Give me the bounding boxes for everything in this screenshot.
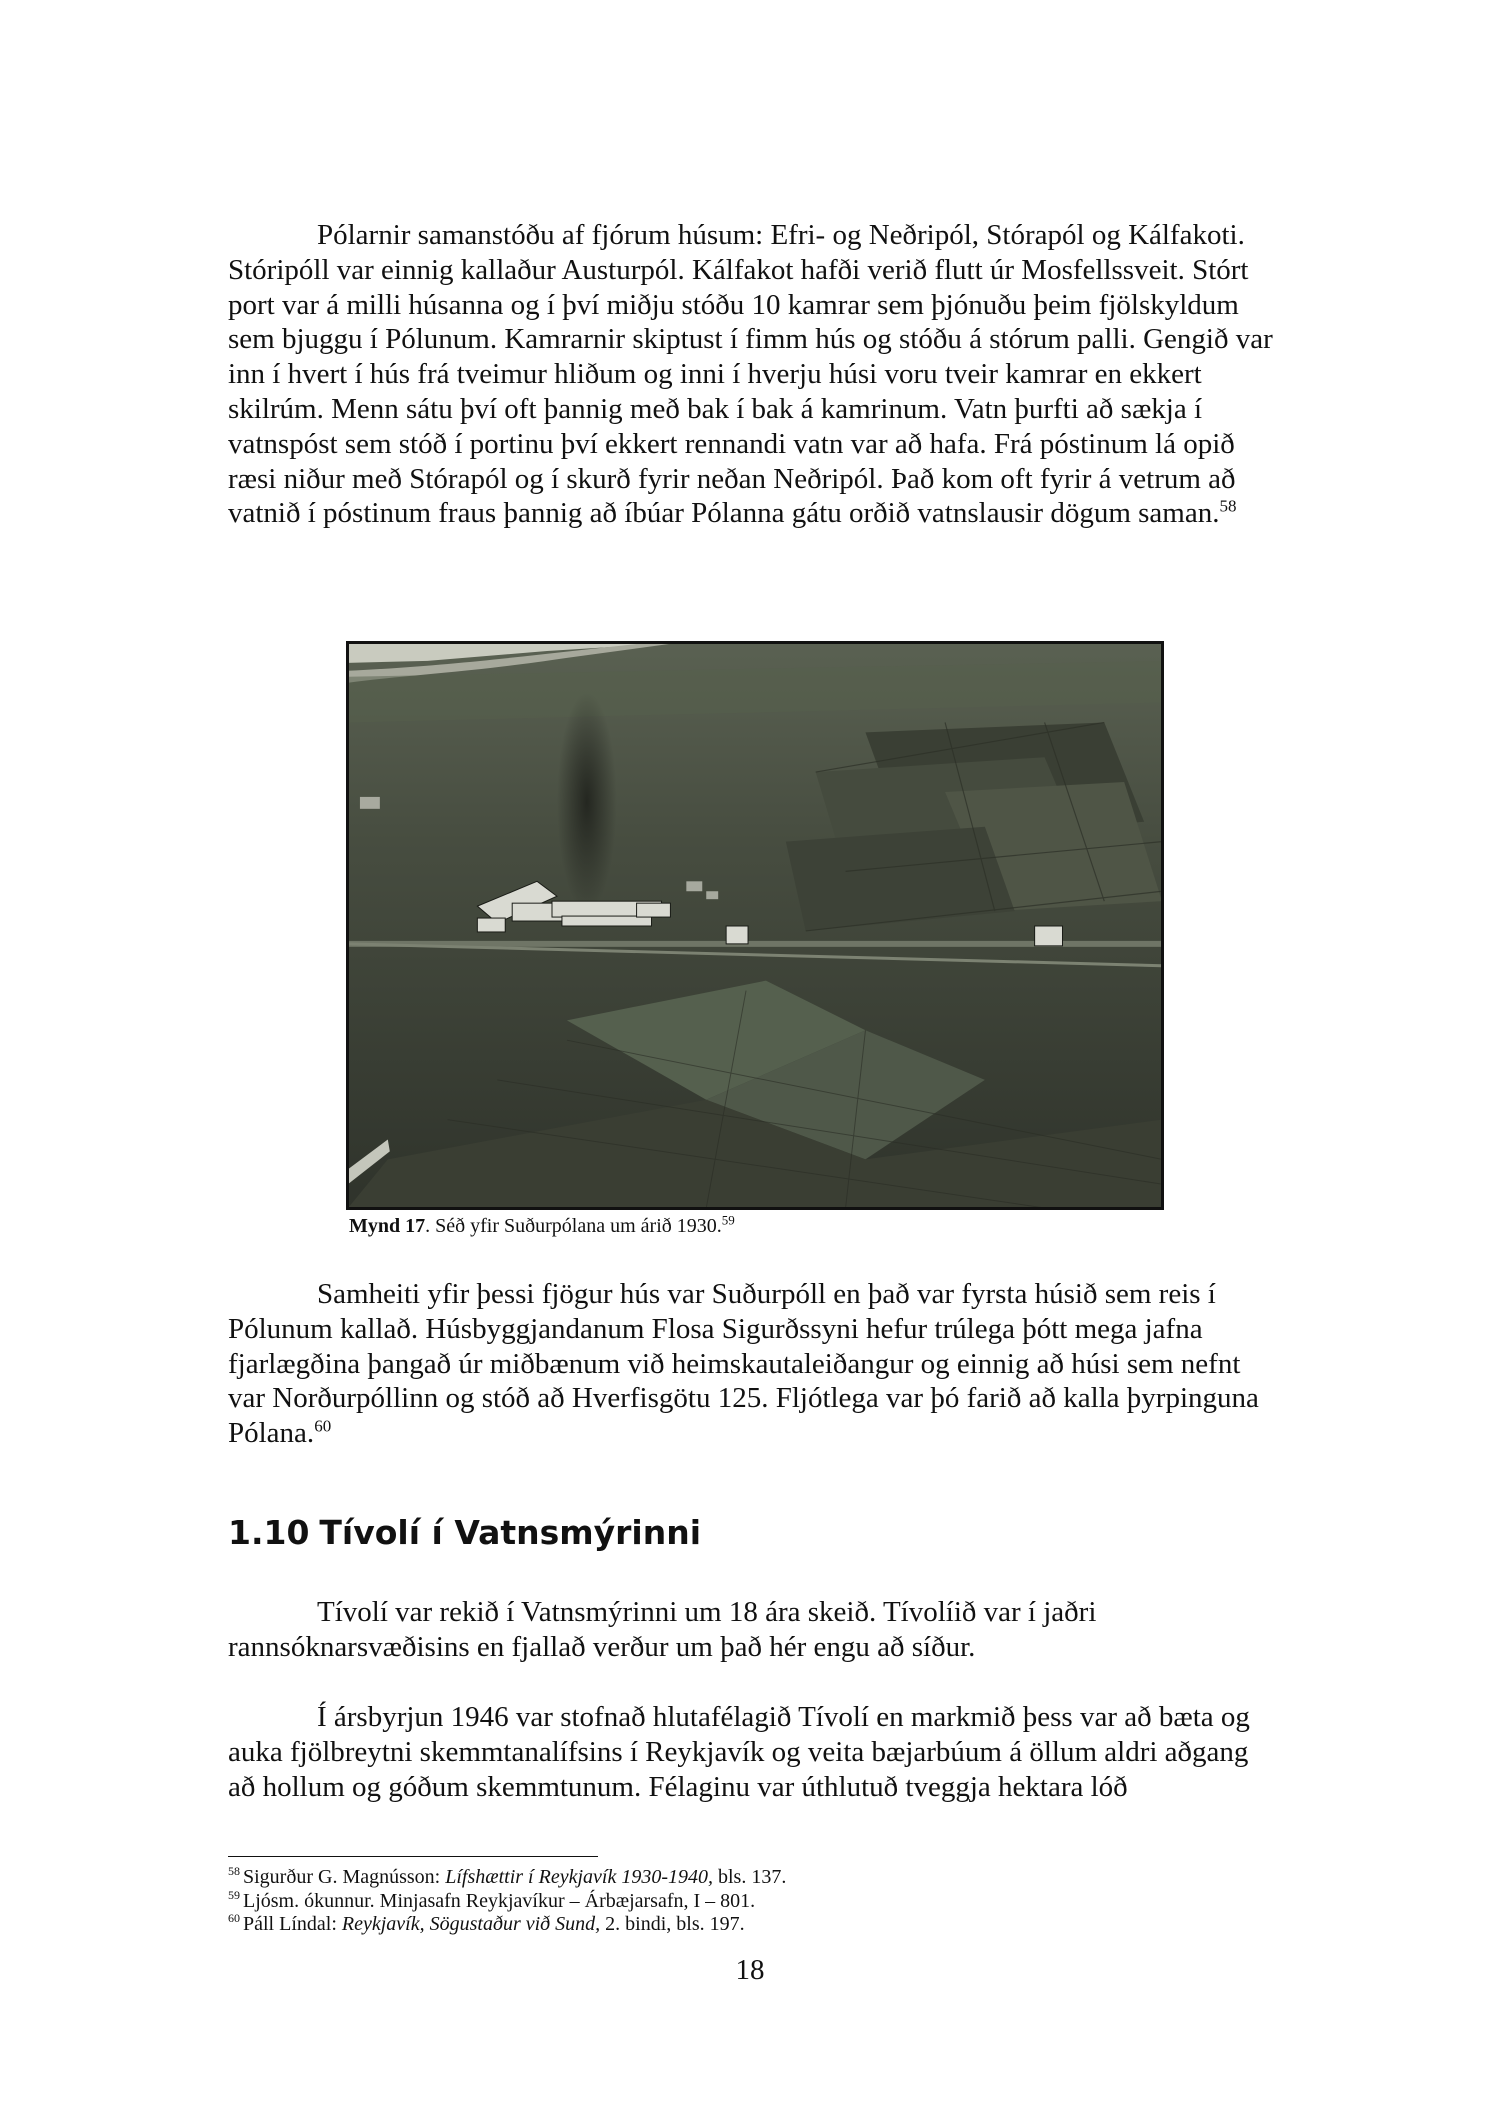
section-number: 1.10	[228, 1513, 310, 1552]
footnote-ref-59[interactable]: 59	[721, 1212, 735, 1228]
section-title: Tívolí í Vatnsmýrinni	[319, 1513, 702, 1552]
footnote-59	[228, 1887, 1228, 1914]
paragraph-tivoli-intro	[228, 1595, 1276, 1665]
page-number: 18	[735, 1954, 765, 1986]
section-heading	[228, 1513, 701, 1553]
footnote-title: Reykjavík, Sögustaður við Sund,	[341, 1913, 601, 1935]
footnote-number: 59	[228, 1887, 240, 1902]
aerial-photograph	[346, 641, 1164, 1210]
footnote-text: Ljósm. ókunnur. Minjasafn Reykjavíkur – Árbæjarsafn, I – 801.	[243, 1889, 756, 1912]
paragraph-text: Tívolí var rekið í Vatnsmýrinni um 18 ára skeið. Tívolíið var í jaðri rannsóknarsvæðisins en fjallað verður um það hér engu að síður.	[228, 1596, 1097, 1663]
footnote-number: 60	[228, 1911, 240, 1926]
footnote-text-end: bls. 137.	[712, 1866, 787, 1888]
paragraph-text: Í ársbyrjun 1946 var stofnað hlutafélagið Tívolí en markmið þess var að bæta og auka fjölbreytni skemmtanalífsins í Reykjavík og veita bæjarbúum á öllum aldri aðgang að hollum og góðum skemmtunum. Félaginu var úthlutuð tveggja hektara lóð	[228, 1701, 1250, 1803]
footnote-text: Páll Líndal:	[243, 1913, 342, 1935]
paragraph-tivoli-founding	[228, 1700, 1276, 1804]
footnote-title: Lífshættir í Reykjavík 1930-1940,	[445, 1866, 713, 1888]
figure-label: Mynd 17	[349, 1215, 426, 1237]
footnote-ref-58[interactable]: 58	[1219, 496, 1237, 516]
footnote-number: 58	[228, 1864, 240, 1879]
footnote-text: Sigurður G. Magnússon:	[243, 1866, 446, 1888]
footnote-divider	[228, 1856, 598, 1857]
figure-caption-text: . Séð yfir Suðurpólana um árið 1930.	[425, 1215, 722, 1237]
aerial-photo-illustration	[348, 643, 1162, 1208]
footnote-58	[228, 1866, 1228, 1890]
footnote-ref-60[interactable]: 60	[314, 1416, 332, 1436]
footnote-60	[228, 1913, 1228, 1937]
paragraph-text: Samheiti yfir þessi fjögur hús var Suðurpóll en það var fyrsta húsið sem reis í Pólunum kallað. Húsbyggjandanum Flosa Sigurðssyni hefur trúlega þótt mega jafna fjarlægðina þangað úr miðbænum við heimskautaleiðangur og einnig að húsi sem nefnt var Norðurpóllinn og stóð að Hverfisgötu 125. Fljótlega var þó farið að kalla þyrpinguna Pólana.	[228, 1278, 1259, 1450]
footnote-text-end: 2. bindi, bls. 197.	[600, 1913, 745, 1935]
paragraph-text: Pólarnir samanstóðu af fjórum húsum: Efri- og Neðripól, Stórapól og Kálfakoti. Stóripóll var einnig kallaður Austurpól. Kálfakot hafði verið flutt úr Mosfellssveit. Stórt port var á milli húsanna og í því miðju stóðu 10 kamrar sem þjónuðu þeim fjölskyldum sem bjuggu í Pólunum. Kamrarnir skiptust í fimm hús og stóðu á stórum palli. Gengið var inn í hvert í hús frá tveimur hliðum og inni í hverju húsi voru tveir kamrar en ekkert skilrúm. Menn sátu því oft þannig með bak í bak á kamrinum. Vatn þurfti að sækja í vatnspóst sem stóð í portinu því ekkert rennandi vatn var að hafa. Frá póstinum lá opið ræsi niður með Stórapól og í skurð fyrir neðan Neðripól. Það kom oft fyrir á vetrum að vatnið í póstinum fraus þannig að íbúar Pólanna gátu orðið vatnslausir dögum saman.	[228, 219, 1273, 530]
figure-caption	[349, 1214, 735, 1238]
paragraph-samheiti	[228, 1277, 1276, 1451]
footnotes	[228, 1866, 1228, 1937]
paragraph-polarnir	[228, 218, 1276, 531]
